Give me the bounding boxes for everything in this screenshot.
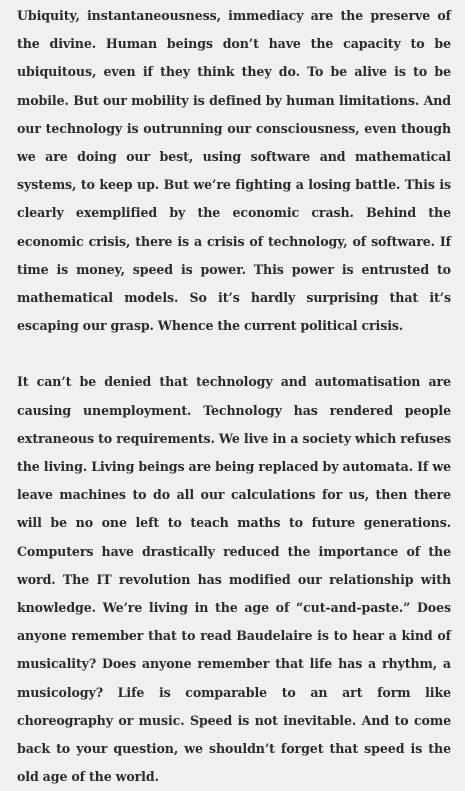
paragraph-1: Ubiquity, instantaneousness, immediacy are the preserve of the divine. Human beings don’t have the capacity to be ubiquitous, even if they think they do. To be alive is to be mobile. But our mobility is defined by human limitations. And our technology is outrunning our consciousness, even though we are doing our best, using software and mathematical systems, to keep up. But we’re fighting a losing battle. This is clearly exemplified by the economic crash. Behind the economic crisis, there is a crisis of technology, of software. If time is money, speed is power. This power is entrusted to mathematical models. So it’s hardly surprising that it’s escaping our grasp. Whence the current political crisis. — [17, 8, 451, 334]
paragraph-2: It can’t be denied that technology and automatisation are causing unemployment. Technology has rendered people extraneous to requirements. We live in a society which refuses the living. Living beings are being replaced by automata. If we leave machines to do all our calculations for us, then there will be no one left to teach maths to future generations. Computers have drastically reduced the importance of the word. The IT revolution has modified our relationship with knowledge. We’re living in the age of “cut-and-paste.” Does anyone remember that to read Baudelaire is to hear a kind of musicality? Does anyone remember that life has a rhythm, a musicology? Life is comparable to an art form like choreography or music. Speed is not inevitable. And to come back to your question, we shouldn’t forget that speed is the old age of the world. — [17, 374, 451, 785]
